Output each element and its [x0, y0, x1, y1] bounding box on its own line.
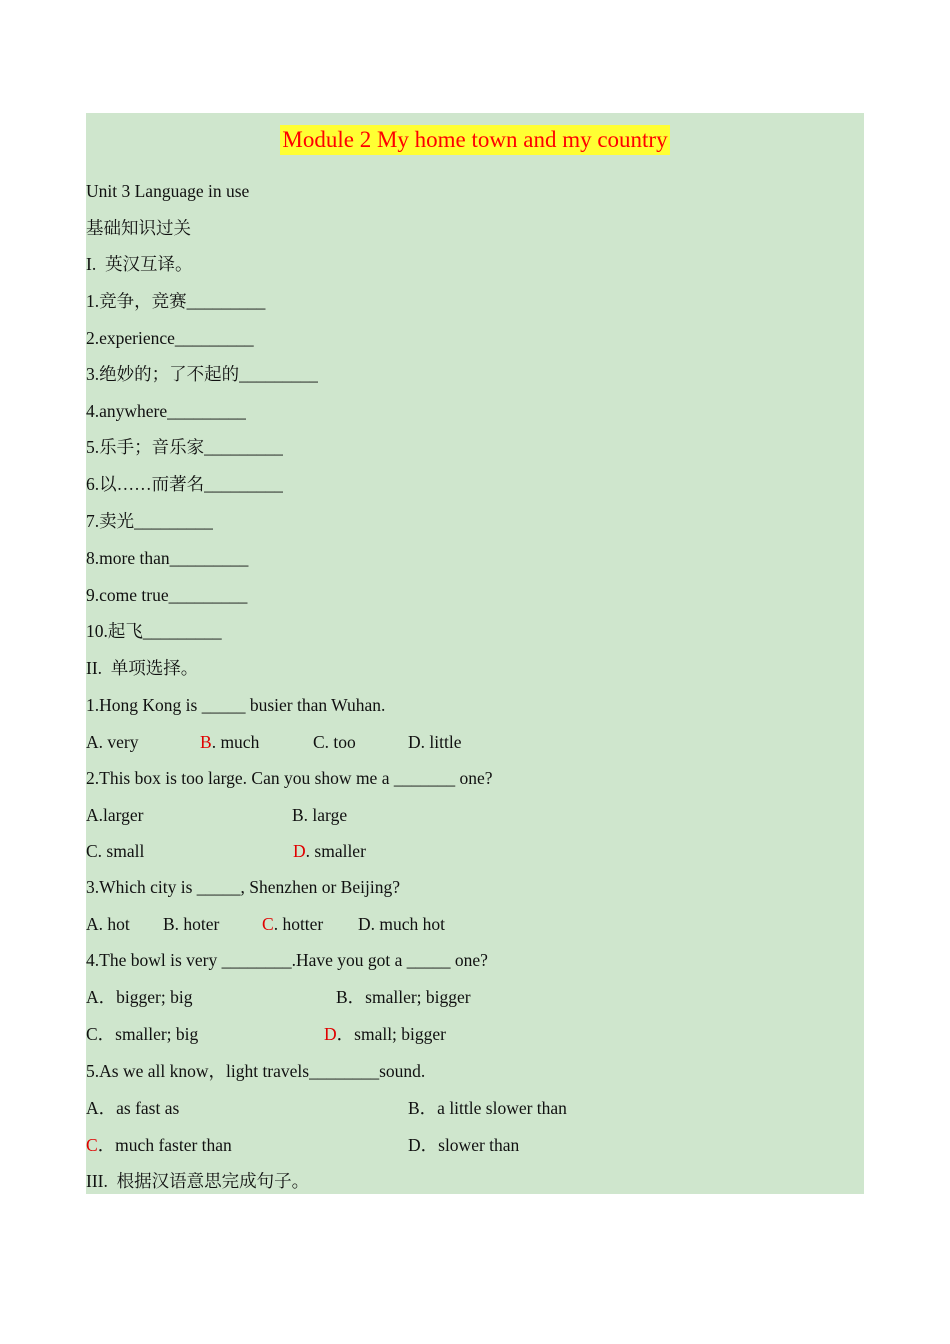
list-item: 7.卖光_________ [86, 511, 213, 531]
list-item: 8.more than_________ [86, 548, 249, 568]
q5-answer-letter: C [86, 1135, 98, 1155]
q1-option-b: B. much [200, 732, 260, 752]
part1-heading: I. 英汉互译。 [86, 254, 193, 274]
q1-option-c: C. too [313, 732, 356, 752]
q1-option-d: D. little [408, 732, 462, 752]
question-2-stem: 2.This box is too large. Can you show me a _______ one? [86, 768, 493, 788]
list-item: 5.乐手；音乐家_________ [86, 437, 283, 457]
q1-answer-letter: B [200, 732, 212, 752]
q3-answer-letter: C [262, 914, 274, 934]
section-label: 基础知识过关 [86, 218, 191, 238]
question-5-stem: 5.As we all know，light travels________sound. [86, 1061, 426, 1081]
list-item: 6.以……而著名_________ [86, 474, 283, 494]
q2-option-b: B. large [292, 805, 348, 825]
worksheet-block [86, 113, 864, 1194]
module-title: Module 2 My home town and my country [280, 125, 669, 155]
q2-option-a: A.larger [86, 805, 144, 825]
question-3-stem: 3.Which city is _____, Shenzhen or Beijing? [86, 877, 400, 897]
q2-answer-letter: D [293, 841, 306, 861]
list-item: 10.起飞_________ [86, 621, 222, 641]
q5-option-d: D．slower than [408, 1135, 520, 1155]
q5-option-b: B．a little slower than [408, 1098, 567, 1118]
q3-option-a: A. hot [86, 914, 130, 934]
q4-option-b: B．smaller; bigger [336, 987, 471, 1007]
title-row [86, 125, 864, 155]
q4-option-d: D．small; bigger [324, 1024, 446, 1044]
list-item: 2.experience_________ [86, 328, 254, 348]
q4-answer-letter: D [324, 1024, 337, 1044]
q5-option-a: A．as fast as [86, 1098, 180, 1118]
list-item: 1.竞争，竞赛_________ [86, 291, 266, 311]
part3-heading: III. 根据汉语意思完成句子。 [86, 1171, 310, 1191]
list-item: 4.anywhere_________ [86, 401, 246, 421]
q3-option-b: B. hoter [163, 914, 220, 934]
q2-option-c: C. small [86, 841, 145, 861]
part2-heading: II. 单项选择。 [86, 658, 199, 678]
question-4-stem: 4.The bowl is very ________.Have you got a _____ one? [86, 950, 488, 970]
list-item: 3.绝妙的；了不起的_________ [86, 364, 318, 384]
q5-option-c: C．much faster than [86, 1135, 232, 1155]
question-1-stem: 1.Hong Kong is _____ busier than Wuhan. [86, 695, 386, 715]
q2-option-d: D. smaller [293, 841, 366, 861]
unit-heading: Unit 3 Language in use [86, 181, 250, 201]
q4-option-a: A．bigger; big [86, 987, 193, 1007]
q1-option-a: A. very [86, 732, 139, 752]
q3-option-d: D. much hot [358, 914, 446, 934]
list-item: 9.come true_________ [86, 585, 248, 605]
q3-option-c: C. hotter [262, 914, 324, 934]
q4-option-c: C．smaller; big [86, 1024, 199, 1044]
